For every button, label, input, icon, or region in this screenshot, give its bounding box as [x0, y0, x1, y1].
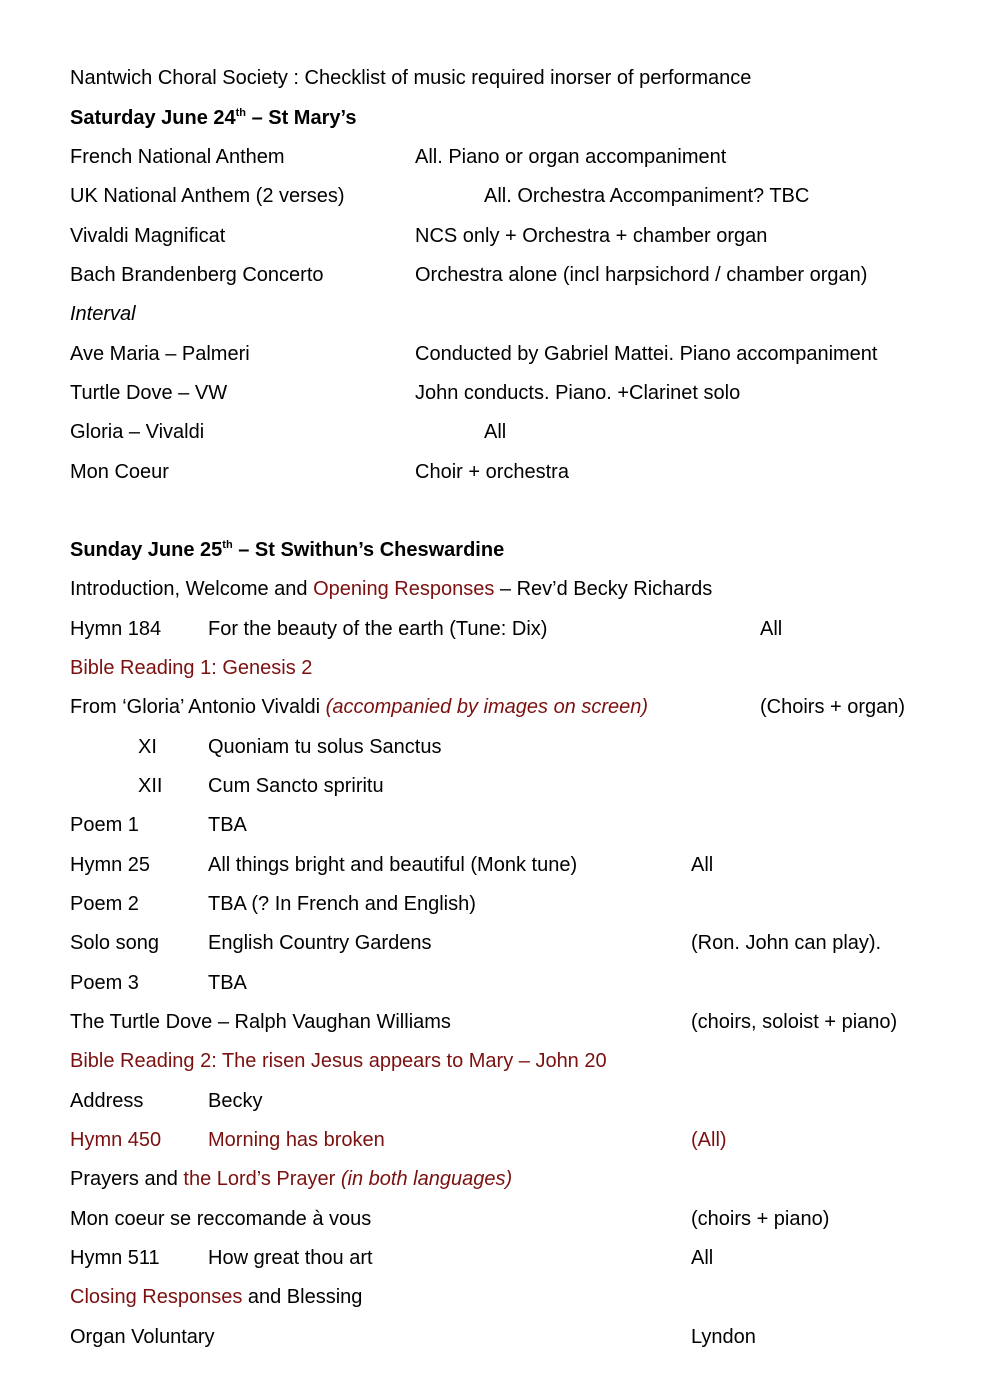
movement-title: Quoniam tu solus Sanctus [208, 736, 442, 758]
solo-title: English Country Gardens [208, 932, 432, 954]
poem-label: Poem 1 [70, 814, 139, 836]
item-note: Choir + orchestra [415, 461, 569, 483]
hymn-title: How great thou art [208, 1247, 373, 1269]
prayers-text: Prayers and [70, 1168, 184, 1190]
gloria-title-line [70, 695, 648, 719]
lords-prayer: the Lord’s Prayer [183, 1168, 341, 1190]
movement-number: XII [138, 775, 163, 797]
item-note: All [484, 421, 507, 443]
hymn-title: Morning has broken [208, 1129, 385, 1151]
movement-number: XI [138, 736, 157, 758]
item-note: Conducted by Gabriel Mattei. Piano accompaniment [415, 343, 878, 365]
item-name: Mon Coeur [70, 461, 169, 483]
gloria-title: From ‘Gloria’ Antonio Vivaldi [70, 696, 326, 718]
item-name: Gloria – Vivaldi [70, 421, 205, 443]
closing-responses: Closing Responses [70, 1286, 243, 1308]
item-name: UK National Anthem (2 verses) [70, 185, 345, 207]
hymn-title: For the beauty of the earth (Tune: Dix) [208, 618, 548, 640]
intro-line [70, 577, 712, 601]
poem-text: TBA [208, 972, 247, 994]
poem-label: Poem 3 [70, 972, 139, 994]
item-note: NCS only + Orchestra + chamber organ [415, 225, 768, 247]
prayers-line [70, 1167, 512, 1191]
organ-voluntary-performer: Lyndon [691, 1326, 756, 1348]
address-speaker: Becky [208, 1090, 263, 1112]
closing-line [70, 1285, 362, 1309]
bible-reading-2: Bible Reading 2: The risen Jesus appears to Mary – John 20 [70, 1050, 607, 1072]
hymn-title: All things bright and beautiful (Monk tune) [208, 854, 578, 876]
saturday-heading-date: Saturday June 24 [70, 107, 236, 129]
poem-text: TBA (? In French and English) [208, 893, 476, 915]
item-name: Bach Brandenberg Concerto [70, 264, 324, 286]
hymn-number: Hymn 511 [70, 1247, 160, 1269]
hymn-number: Hymn 184 [70, 618, 162, 640]
sunday-heading-suffix: th [222, 539, 233, 551]
item-note: Orchestra alone (incl harpsichord / chamber organ) [415, 264, 868, 286]
hymn-performers: All [691, 1247, 714, 1269]
hymn-performers: (All) [691, 1129, 727, 1151]
turtle-dove-title: The Turtle Dove – Ralph Vaughan Williams [70, 1011, 451, 1033]
opening-responses: Opening Responses [313, 578, 495, 600]
gloria-note: (accompanied by images on screen) [325, 696, 649, 718]
hymn-number: Hymn 450 [70, 1129, 162, 1151]
sunday-heading-venue: – St Swithun’s Cheswardine [232, 539, 505, 561]
turtle-dove-performers: (choirs, soloist + piano) [691, 1011, 898, 1033]
poem-text: TBA [208, 814, 247, 836]
solo-performers: (Ron. John can play). [691, 932, 882, 954]
gloria-performers: (Choirs + organ) [760, 696, 906, 718]
mon-coeur-title: Mon coeur se reccomande à vous [70, 1208, 372, 1230]
intro-officiant: – Rev’d Becky Richards [494, 578, 713, 600]
address-label: Address [70, 1090, 144, 1112]
closing-blessing: and Blessing [242, 1286, 363, 1308]
poem-label: Poem 2 [70, 893, 139, 915]
sunday-heading [70, 538, 504, 562]
item-note: John conducts. Piano. +Clarinet solo [415, 382, 741, 404]
hymn-performers: All [760, 618, 783, 640]
mon-coeur-performers: (choirs + piano) [691, 1208, 830, 1230]
item-name: Ave Maria – Palmeri [70, 343, 250, 365]
document-title: Nantwich Choral Society : Checklist of music required inorser of performance [70, 67, 752, 89]
saturday-heading [70, 106, 356, 130]
saturday-heading-suffix: th [235, 107, 247, 119]
item-note: All. Orchestra Accompaniment? TBC [484, 185, 810, 207]
sunday-heading-date: Sunday June 25 [70, 539, 223, 561]
item-note: All. Piano or organ accompaniment [415, 146, 727, 168]
interval-label: Interval [70, 303, 136, 325]
bible-reading-1: Bible Reading 1: Genesis 2 [70, 657, 313, 679]
item-name: Turtle Dove – VW [70, 382, 228, 404]
organ-voluntary-title: Organ Voluntary [70, 1326, 215, 1348]
movement-title: Cum Sancto spriritu [208, 775, 384, 797]
hymn-performers: All [691, 854, 714, 876]
item-name: Vivaldi Magnificat [70, 225, 226, 247]
solo-label: Solo song [70, 932, 159, 954]
item-name: French National Anthem [70, 146, 285, 168]
saturday-heading-venue: – St Mary’s [246, 107, 357, 129]
intro-text: Introduction, Welcome and [70, 578, 314, 600]
hymn-number: Hymn 25 [70, 854, 151, 876]
prayers-note: (in both languages) [340, 1168, 513, 1190]
